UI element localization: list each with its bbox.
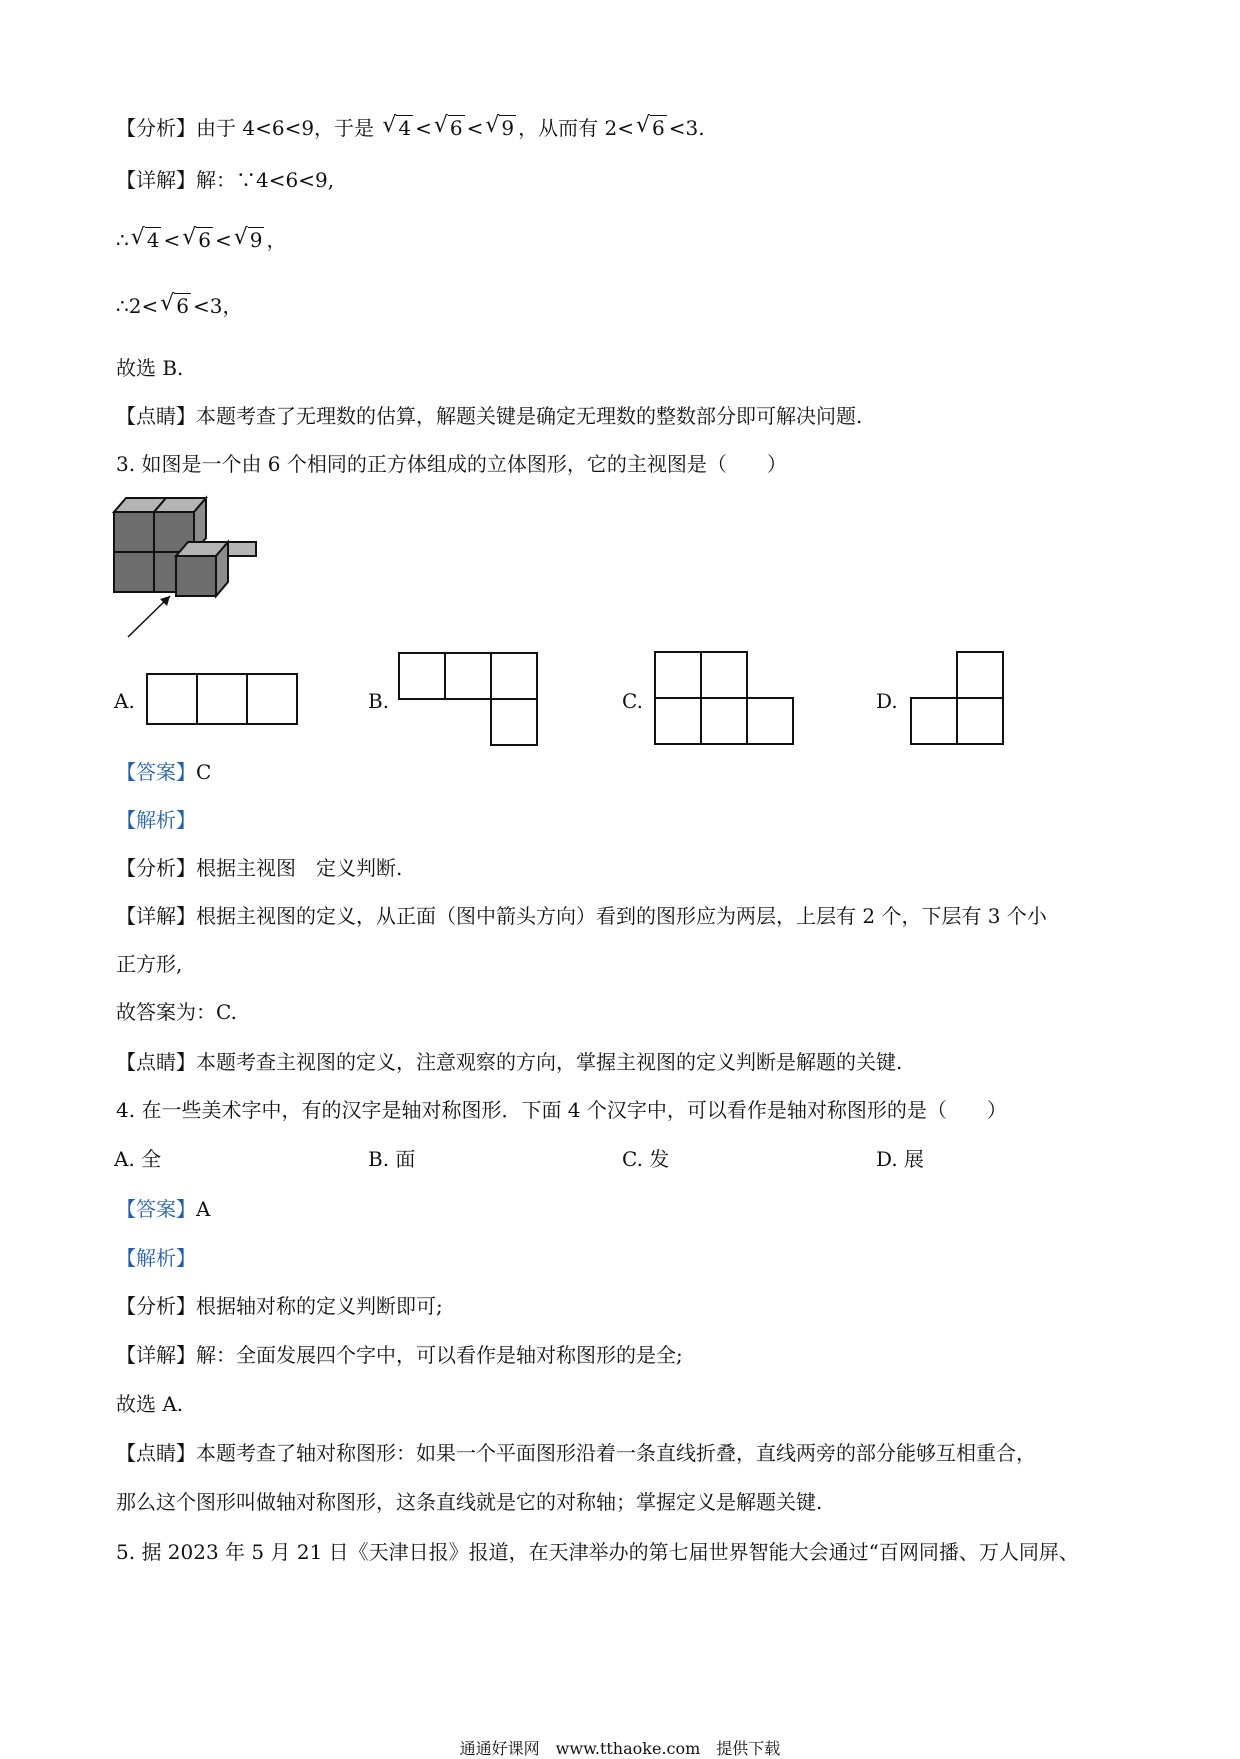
q2-step1: ∴√ 4 <√ 6 <√ 9 ，	[116, 226, 286, 254]
q3-detail-1: 【详解】根据主视图的定义，从正面（图中箭头方向）看到的图形应为两层，上层有 2 个，下层有 3 个小	[116, 904, 1047, 928]
q3-option-c[interactable]: C.	[622, 689, 643, 713]
q2-comment: 【点睛】本题考查了无理数的估算，解题关键是确定无理数的整数部分即可解决问题.	[116, 404, 863, 428]
sqrt-6: √ 6	[434, 114, 465, 142]
cube-figure	[110, 494, 260, 644]
q3-option-a-figure	[146, 672, 302, 726]
q4-conclusion: 故选 A.	[116, 1392, 184, 1416]
q3-detail-2: 正方形,	[116, 952, 183, 976]
q4-detail: 【详解】解：全面发展四个字中，可以看作是轴对称图形的是全;	[116, 1343, 683, 1367]
q4-comment-1: 【点睛】本题考查了轴对称图形：如果一个平面图形沿着一条直线折叠，直线两旁的部分能够互相重合，	[116, 1441, 1036, 1465]
q4-comment-2: 那么这个图形叫做轴对称图形，这条直线就是它的对称轴；掌握定义是解题关键.	[116, 1490, 823, 1514]
q3-analysis: 【分析】根据主视图 定义判断.	[116, 856, 403, 880]
page-footer: 通通好课网 www.tthaoke.com 提供下载	[459, 1739, 781, 1758]
q3-option-d-figure	[910, 651, 1006, 747]
q3-explain-tag: 【解析】	[116, 808, 196, 832]
q3-option-d[interactable]: D.	[876, 689, 898, 713]
q2-choice: 故选 B.	[116, 356, 184, 380]
q3-answer: 【答案】C	[116, 760, 212, 784]
q3-option-b-figure	[398, 652, 538, 748]
q3-comment: 【点睛】本题考查主视图的定义，注意观察的方向，掌握主视图的定义判断是解题的关键.	[116, 1050, 903, 1074]
q3-option-a[interactable]: A.	[114, 689, 135, 713]
q4-option-d[interactable]: D. 展	[876, 1147, 925, 1171]
q3-option-c-figure	[654, 651, 800, 747]
q3-stem: 3. 如图是一个由 6 个相同的正方体组成的立体图形，它的主视图是（ ）	[116, 452, 787, 476]
sqrt-4: √ 4	[382, 114, 413, 142]
q5-stem: 5. 据 2023 年 5 月 21 日《天津日报》报道，在天津举办的第七届世界智能大会通过“百网同播、万人同屏、	[116, 1540, 1079, 1564]
q4-explain-tag: 【解析】	[116, 1246, 196, 1270]
q2-step2: ∴2<√ 6 <3，	[116, 292, 242, 320]
analysis-tag: 【分析】	[116, 116, 196, 140]
q3-conclusion: 故答案为：C.	[116, 1000, 237, 1024]
q4-option-b[interactable]: B. 面	[368, 1147, 416, 1171]
q4-option-c[interactable]: C. 发	[622, 1147, 670, 1171]
q4-answer: 【答案】A	[116, 1197, 211, 1221]
q4-stem: 4. 在一些美术字中，有的汉字是轴对称图形．下面 4 个汉字中，可以看作是轴对称图形的是（ ）	[116, 1098, 1007, 1122]
q2-analysis-line: 【分析】由于 4<6<9，于是 √ 4 <√ 6 <√ 9 ，从而有 2<√ 6 <3.	[116, 114, 705, 142]
q4-option-a[interactable]: A. 全	[114, 1147, 162, 1171]
q2-detail-line: 【详解】解：∵4<6<9,	[116, 168, 335, 192]
q4-analysis: 【分析】根据轴对称的定义判断即可;	[116, 1294, 443, 1318]
q3-option-b[interactable]: B.	[368, 689, 390, 713]
sqrt-9: √ 9	[485, 114, 516, 142]
